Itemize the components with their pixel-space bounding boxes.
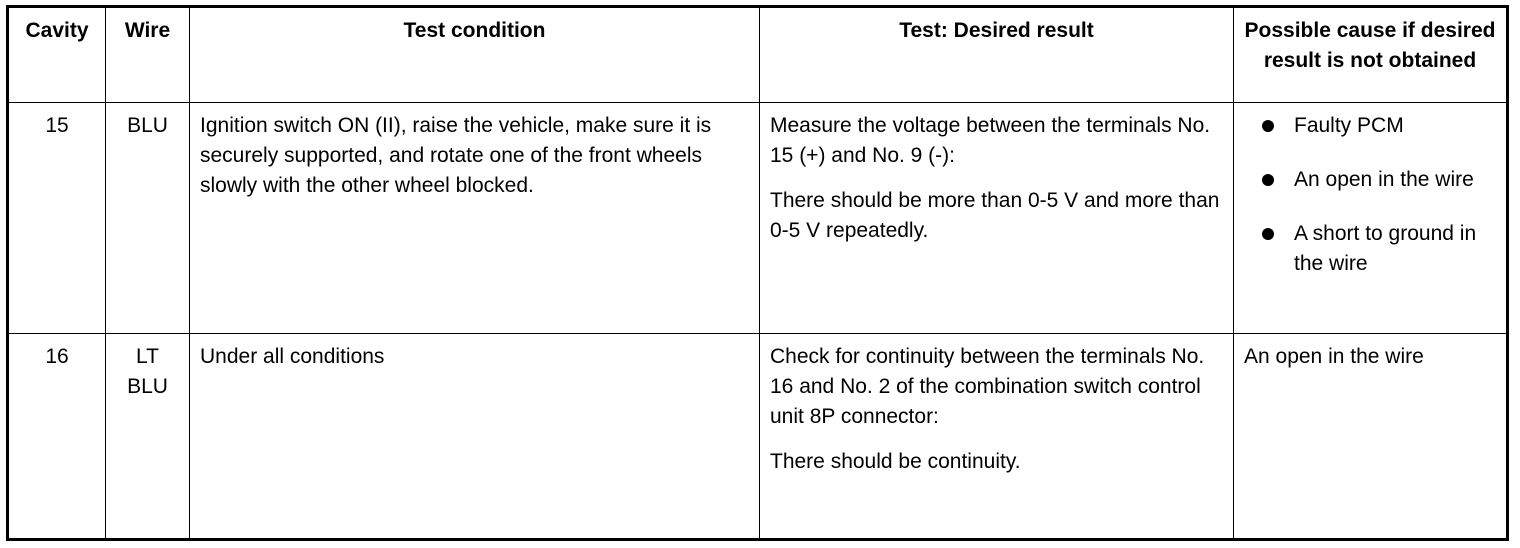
- desired-result-text: There should be more than 0-5 V and more than 0-5 V repeatedly.: [770, 189, 1220, 242]
- table-row: [8, 334, 1508, 540]
- possible-cause-cell: [1234, 103, 1508, 334]
- header-possible-cause: Possible cause if desired result is not obtained: [1234, 7, 1508, 103]
- bullet-icon: [1262, 120, 1274, 132]
- cause-list: [1244, 111, 1496, 279]
- desired-result-text: Measure the voltage between the terminals No. 15 (+) and No. 9 (-):: [770, 114, 1211, 167]
- bullet-icon: [1262, 228, 1274, 240]
- header-test-condition: Test condition: [190, 7, 760, 103]
- cavity-cell: 16: [8, 334, 106, 540]
- cavity-cell: 15: [8, 103, 106, 334]
- test-condition-cell: Ignition switch ON (II), raise the vehicle, make sure it is securely supported, and rotate one of the front wheels slowly with the other wheel blocked.: [190, 103, 760, 334]
- possible-cause-cell: An open in the wire: [1234, 334, 1508, 540]
- wire-cell: LT BLU: [106, 334, 190, 540]
- test-condition-cell: Under all conditions: [190, 334, 760, 540]
- bullet-icon: [1262, 174, 1274, 186]
- table-row: [8, 103, 1508, 334]
- diagnostic-table: [6, 5, 1509, 541]
- wire-cell: BLU: [106, 103, 190, 334]
- list-item: [1244, 165, 1496, 195]
- desired-result-text: Check for continuity between the terminals No. 16 and No. 2 of the combination switch control unit 8P connector:: [770, 345, 1205, 429]
- header-cavity: Cavity: [8, 7, 106, 103]
- desired-result-text: There should be continuity.: [770, 450, 1021, 474]
- header-desired-result: Test: Desired result: [760, 7, 1234, 103]
- cause-text: Faulty PCM: [1294, 114, 1404, 137]
- list-item: [1244, 111, 1496, 141]
- list-item: [1244, 219, 1496, 279]
- cause-text: A short to ground in the wire: [1294, 222, 1477, 275]
- desired-result-cell: [760, 334, 1234, 540]
- header-wire: Wire: [106, 7, 190, 103]
- desired-result-cell: [760, 103, 1234, 334]
- cause-text: An open in the wire: [1294, 168, 1474, 191]
- header-row: [8, 7, 1508, 103]
